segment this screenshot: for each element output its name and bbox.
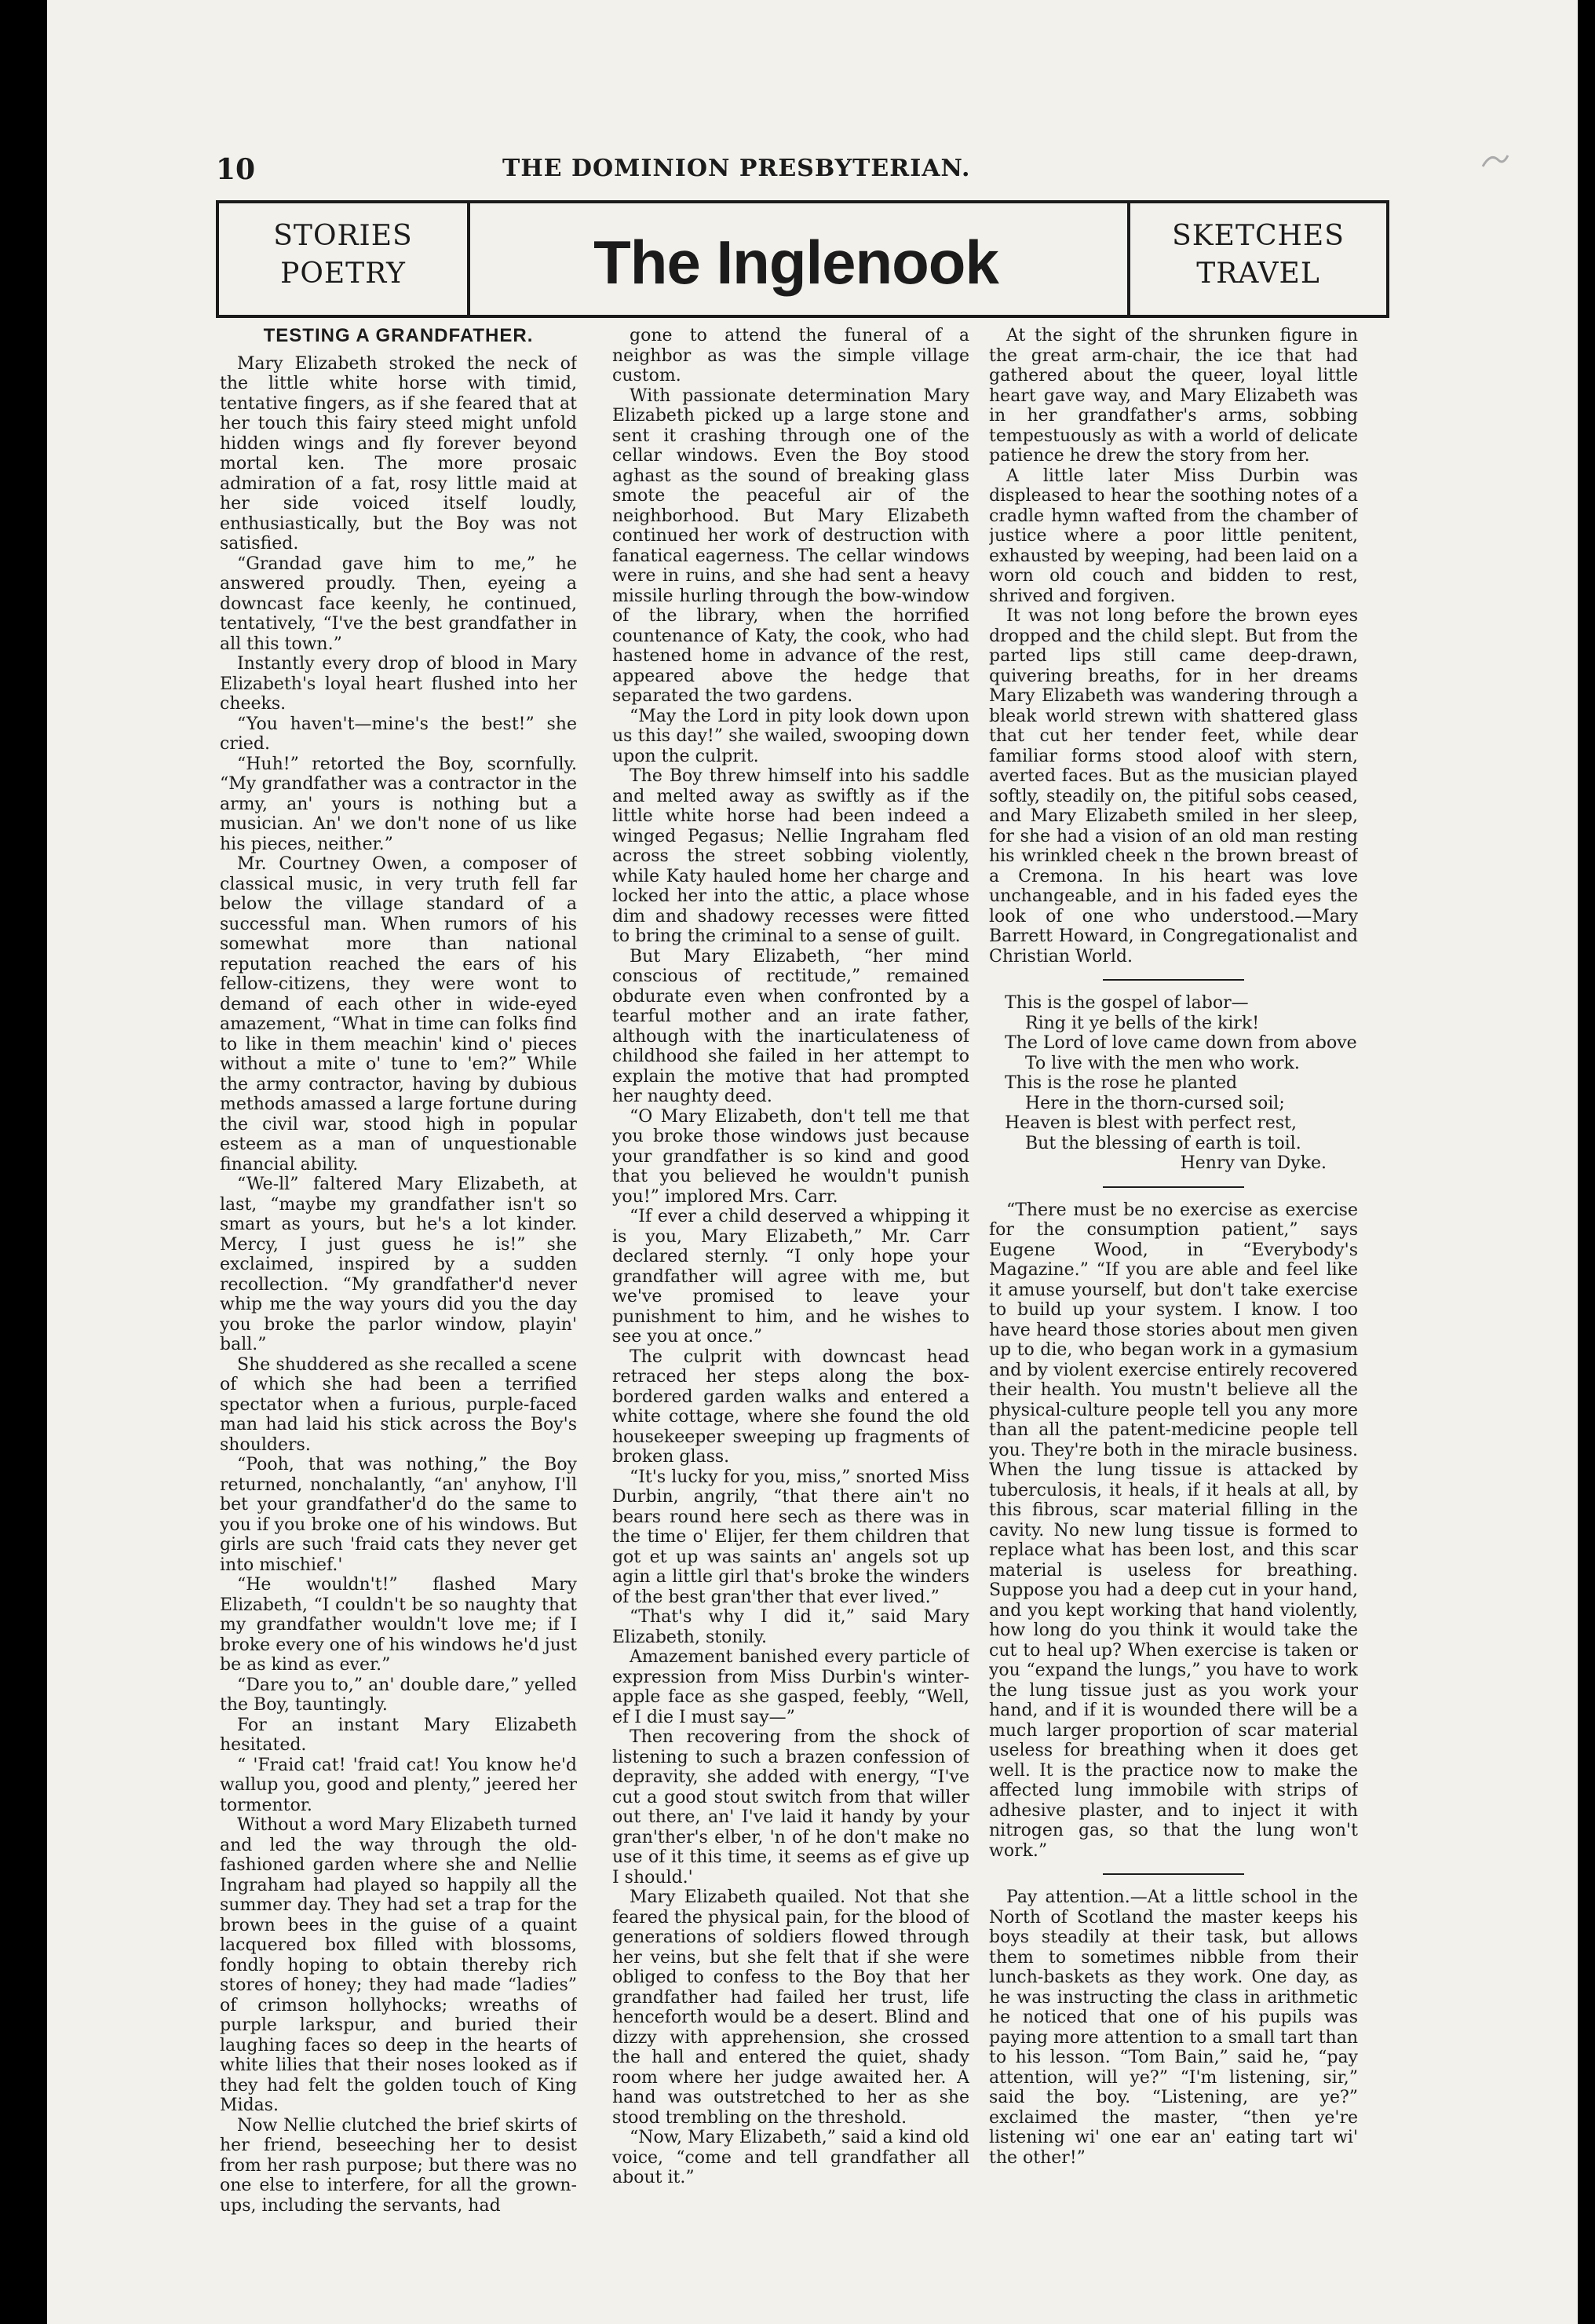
pay-attention-article: Pay attention.—At a little school in the North of Scotland the master keeps his boys steadily at their task, but allows them to sometimes nibble from their lunch-baskets as they work. One day, as he was instructing the class in arithmetic he noticed that one of his pupils was paying more attention to a small tart than to his lesson. “Tom Bain,” said he, “pay attention, will ye?” “I'm listening, sir,” said the boy. “Listening, are ye?” exclaimed the master, “then ye're listening wi' one ear an' eating tart wi' the other!”	[989, 1887, 1358, 2168]
story-paragraph: But Mary Elizabeth, “her mind conscious of rectitude,” remained obdurate even when confronted by a tearful mother and an irate father, although with the inarticulateness of childhood she failed in her attempt to explain the motive that had prompted her naughty deed.	[612, 946, 969, 1106]
story-paragraph: “Pooh, that was nothing,” the Boy returned, nonchalantly, “an' anyhow, I'll bet your grandfather'd do the same to you if you broke one of his windows. But girls are such 'fraid cats they never get into mischief.'	[220, 1455, 577, 1575]
section-title: The Inglenook	[593, 228, 998, 297]
story-paragraph: “We-ll” faltered Mary Elizabeth, at last, “maybe my grandfather isn't so smart as yours, but he's a lot kinder. Mercy, I just guess he is!” she exclaimed, inspired by a sudden recollection. “My grandfather'd never whip me the way yours did you the day you broke the parlor window, playin' ball.”	[220, 1175, 577, 1354]
story-paragraph: For an instant Mary Elizabeth hesitated.	[220, 1715, 577, 1755]
newspaper-page	[47, 0, 1578, 2324]
story-paragraph: “ 'Fraid cat! 'fraid cat! You know he'd wallup you, good and plenty,” jeered her tormentor.	[220, 1755, 577, 1815]
story-paragraph: The Boy threw himself into his saddle and melted away as swiftly as if the little white horse had been indeed a winged Pegasus; Nellie Ingraham fled across the street sobbing violently, while Katy hauled home her charge and locked her into the attic, a place whose dim and shadowy recesses were fitted to bring the criminal to a sense of guilt.	[612, 766, 969, 946]
story-paragraph: “It's lucky for you, miss,” snorted Miss Durbin, angrily, “that there ain't no bears round here sech as there was in the time o' Elijer, fer them children that got et up was saints an' angels sot up agin a little girl that's broke the winders of the best gran'ther that ever lived.”	[612, 1467, 969, 1607]
poem-line: Heaven is blest with perfect rest,	[1005, 1113, 1297, 1133]
story-paragraph: Without a word Mary Elizabeth turned and led the way through the old-fashioned garden where she and Nellie Ingraham had played so happily all the summer day. They had set a trap for the brown bees in the guise of a quaint lacquered box filled with blossoms, fondly hoping to obtain thereby rich stores of honey; they had made “ladies” of crimson hollyhocks; wreaths of purple larkspur, and buried their laughing faces so deep in the hearts of white lilies that their noses looked as if they had felt the golden touch of King Midas.	[220, 1815, 577, 2115]
header-right-line-2: TRAVEL	[1196, 258, 1320, 290]
story-paragraph: Instantly every drop of blood in Mary Elizabeth's loyal heart flushed into her cheeks.	[220, 654, 577, 714]
story-paragraph: Mr. Courtney Owen, a composer of classical music, in very truth fell far below the village standard of a successful man. When rumors of his somewhat more than national reputation reached the ears of his fellow-citizens, they were wont to demand of each other in wide-eyed amazement, “What in time can folks find to like in them meachin' kind o' pieces without a mite o' tune to 'em?” While the army contractor, having by dubious methods amassed a large fortune during the civil war, stood high in popular esteem as a man of unquestionable financial ability.	[220, 854, 577, 1175]
header-left-line-1: STORIES	[273, 220, 413, 252]
section-header-right	[1127, 203, 1386, 315]
story-paragraph: “O Mary Elizabeth, don't tell me that you broke those windows just because your grandfather is so kind and good that you believed he wouldn't punish you!” implored Mrs. Carr.	[612, 1106, 969, 1207]
section-header	[216, 200, 1389, 318]
journal-title: THE DOMINION PRESBYTERIAN.	[502, 155, 971, 182]
printer-ornament-icon	[1480, 149, 1511, 173]
column-2	[612, 326, 969, 2234]
column-3-body	[989, 326, 1358, 967]
story-paragraph: The culprit with downcast head retraced her steps along the box-bordered garden walks and entered a white cottage, where she found the old housekeeper sweeping up fragments of broken glass.	[612, 1347, 969, 1467]
story-paragraph: With passionate determination Mary Elizabeth picked up a large stone and sent it crashing through one of the cellar windows. Even the Boy stood aghast as the sound of breaking glass smote the peaceful air of the neighborhood. But Mary Elizabeth continued her work of destruction with fanatical eagerness. The cellar windows were in ruins, and she had sent a heavy missile hurling through the bow-window of the library, when the horrified countenance of Katy, the cook, who had hastened home in advance of the rest, appeared above the hedge that separated the two gardens.	[612, 386, 969, 706]
page-number: 10	[216, 153, 256, 186]
poem-author: Henry van Dyke.	[1180, 1153, 1327, 1173]
header-left-line-2: POETRY	[280, 258, 406, 290]
story-paragraph: It was not long before the brown eyes dropped and the child slept. But from the parted lips still came deep-drawn, quivering breaths, for in her dreams Mary Elizabeth was wandering through a bleak world strewn with shattered glass that cut her tender feet, while dear familiar forms stood aloof with stern, averted faces. But as the musician played softly, steadily on, the pitiful sobs ceased, and Mary Elizabeth smiled in her sleep, for she had a vision of an old man resting his wrinkled cheek n the brown breast of a Cremona. In his heart was love unchangeable, and in his faded eyes the look of one who understood.—Mary Barrett Howard, in Congregationalist and Christian World.	[989, 606, 1358, 967]
poem-line: Ring it ye bells of the kirk!	[1025, 1013, 1260, 1033]
poem-line: The Lord of love came down from above	[1005, 1033, 1357, 1053]
story-paragraph: “Now, Mary Elizabeth,” said a kind old voice, “come and tell grandfather all about it.”	[612, 2128, 969, 2187]
poem-line: This is the rose he planted	[1005, 1073, 1238, 1093]
header-right-line-1: SKETCHES	[1172, 220, 1345, 252]
divider-rule	[1103, 1186, 1244, 1188]
running-head	[216, 153, 1440, 192]
poem-line: This is the gospel of labor—	[1005, 993, 1249, 1013]
story-paragraph: gone to attend the funeral of a neighbor as was the simple village custom.	[612, 326, 969, 386]
column-1-body	[220, 354, 577, 2216]
story-paragraph: Now Nellie clutched the brief skirts of her friend, beseeching her to desist from her rash purpose; but there was no one else to interfere, for all the grown-ups, including the servants, had	[220, 2115, 577, 2216]
story-paragraph: “If ever a child deserved a whipping it is you, Mary Elizabeth,” Mr. Carr declared sternly. “I only hope your grandfather will agree with me, but we've promised to leave your punishment to him, and he wishes to see you at once.”	[612, 1207, 969, 1347]
story-paragraph: “Huh!” retorted the Boy, scornfully. “My grandfather was a contractor in the army, an' yours is nothing but a musician. An' we don't none of us like his pieces, neither.”	[220, 754, 577, 854]
story-paragraph: She shuddered as she recalled a scene of which she had been a terrified spectator when a furious, purple-faced man had laid his stick across the Boy's shoulders.	[220, 1354, 577, 1455]
story-paragraph: Mary Elizabeth quailed. Not that she feared the physical pain, for the blood of generations of soldiers flowed through her veins, but she felt that if she were obliged to confess to the Boy that her grandfather had failed her trust, life henceforth would be a desert. Blind and dizzy with apprehension, she crossed the hall and entered the quiet, shady room where her judge awaited her. A hand was outstretched to her as she stood trembling on the threshold.	[612, 1887, 969, 2128]
story-paragraph: At the sight of the shrunken figure in the great arm-chair, the ice that had gathered about the queer, loyal little heart gave way, and Mary Elizabeth was in her grandfather's arms, sobbing tempestuously as with a world of delicate patience he drew the story from her.	[989, 326, 1358, 466]
story-paragraph: “He wouldn't!” flashed Mary Elizabeth, “I couldn't be so naughty that my grandfather wouldn't love me; if I broke every one of his windows he'd just be as kind as ever.”	[220, 1575, 577, 1675]
poem	[989, 993, 1358, 1153]
poem-line: To live with the men who work.	[1025, 1053, 1300, 1073]
column-1	[220, 326, 577, 2234]
story-paragraph: “Dare you to,” an' double dare,” yelled the Boy, tauntingly.	[220, 1675, 577, 1715]
story-paragraph: “You haven't—mine's the best!” she cried.	[220, 714, 577, 754]
story-paragraph: A little later Miss Durbin was displeased to hear the soothing notes of a cradle hymn wafted from the chamber of justice where a poor little penitent, exhausted by weeping, had been laid on a worn old couch and bidden to rest, shrived and forgiven.	[989, 466, 1358, 606]
story-title: TESTING A GRANDFATHER.	[263, 326, 534, 346]
divider-rule	[1103, 979, 1244, 981]
poem-line: But the blessing of earth is toil.	[1025, 1133, 1301, 1153]
poem-line: Here in the thorn-cursed soil;	[1025, 1093, 1285, 1113]
story-paragraph: Mary Elizabeth stroked the neck of the little white horse with timid, tentative fingers, as if she feared that at her touch this fairy steed might unfold hidden wings and fly forever beyond mortal ken. The more prosaic admiration of a fat, rosy little maid at her side voiced itself loudly, enthusiastically, but the Boy was not satisfied.	[220, 353, 577, 554]
story-paragraph: Then recovering from the shock of listening to such a brazen confession of depravity, she added with energy, “I've cut a good stout switch from that willer out there, an' I've laid it handy by your gran'ther's elber, 'n of he don't make no use of it this time, it seems as ef give up I should.'	[612, 1727, 969, 1887]
story-paragraph: “May the Lord in pity look down upon us this day!” she wailed, swooping down upon the culprit.	[612, 706, 969, 766]
divider-rule	[1103, 1873, 1244, 1875]
story-paragraph: “That's why I did it,” said Mary Elizabeth, stonily.	[612, 1607, 969, 1647]
column-2-body	[612, 326, 969, 2188]
exercise-article: “There must be no exercise as exercise for the consumption patient,” says Eugene Wood, in “Everybody's Magazine.” “If you are able and feel like it amuse yourself, but don't take exercise to build up your system. I know. I too have heard those stories about men given up to die, who began work in a gymasium and by violent exercise entirely recovered their health. You mustn't believe all the physical-culture people tell you any more than all the patent-medicine people tell you. They're both in the miracle business. When the lung tissue is attacked by tuberculosis, it heals, if it heals at all, by this fibrous, scar material filling in the cavity. No new lung tissue is formed to replace what has been lost, and this scar material is useless for breathing. Suppose you had a deep cut in your hand, and you kept working that hand violently, how long do you think it would take the cut to heal up? When exercise is taken or you “expand the lungs,” you have to work the lung tissue just as you work your hand, and if it is wounded there will be a much larger proportion of scar material useless for breathing when it does get well. It is the practice now to make the affected lung immobile with strips of adhesive plaster, and to inject it with nitrogen gas, so that the lung won't work.”	[989, 1200, 1358, 1861]
story-paragraph: “Grandad gave him to me,” he answered proudly. Then, eyeing a downcast face keenly, he continued, tentatively, “I've the best grandfather in all this town.”	[220, 554, 577, 654]
column-3	[989, 326, 1358, 2234]
section-header-left	[219, 203, 470, 315]
story-paragraph: Amazement banished every particle of expression from Miss Durbin's winter-apple face as she gasped, feebly, “Well, ef I die I must say—”	[612, 1647, 969, 1727]
